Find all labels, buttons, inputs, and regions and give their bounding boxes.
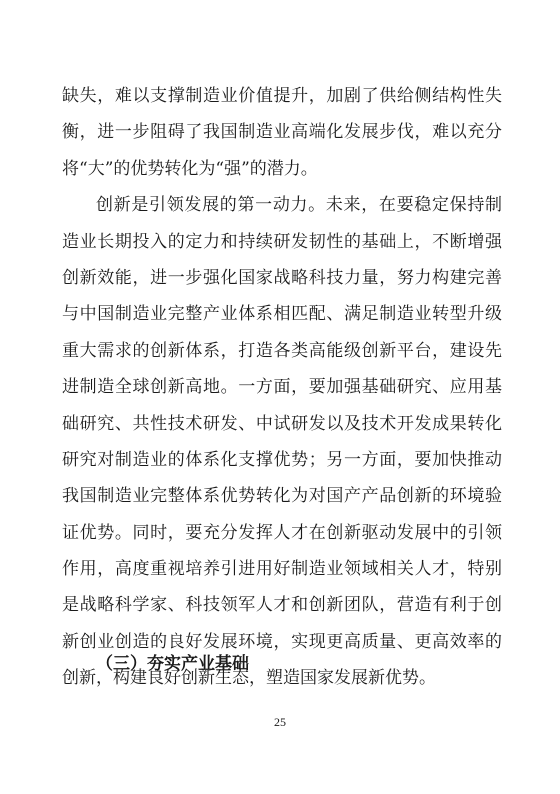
text-line: 造业长期投入的定力和持续研发韧性的基础上，不断增强 (62, 231, 502, 252)
section-heading: （三）夯实产业基础 (96, 654, 249, 674)
paragraph-continued (62, 78, 502, 187)
text-line: 创新是引领发展的第一动力。未来，在要稳定保持制 (96, 195, 502, 216)
text-line: 我国制造业完整体系优势转化为对国产产品创新的环境验 (62, 486, 502, 507)
text-line: 作用，高度重视培养引进用好制造业领域相关人才，特别 (62, 559, 502, 580)
page-number: 25 (274, 715, 286, 729)
text-line: 研究对制造业的体系化支撑优势；另一方面，要加快推动 (62, 449, 502, 470)
text-line: 础研究、共性技术研发、中试研发以及技术开发成果转化 (62, 413, 502, 434)
text-line: 证优势。同时，要充分发挥人才在创新驱动发展中的引领 (62, 522, 502, 543)
body-text (62, 78, 502, 697)
paragraph-innovation (62, 187, 502, 696)
text-line: 将“大”的优势转化为“强”的潜力。 (62, 158, 318, 179)
text-line: 是战略科学家、科技领军人才和创新团队，营造有利于创 (62, 595, 502, 616)
text-line: 创新效能，进一步强化国家战略科技力量，努力构建完善 (62, 267, 502, 288)
text-line: 衡，进一步阻碍了我国制造业高端化发展步伐，难以充分 (62, 122, 502, 143)
text-line: 缺失，难以支撑制造业价值提升，加剧了供给侧结构性失 (62, 86, 502, 106)
text-line: 与中国制造业完整产业体系相匹配、满足制造业转型升级 (62, 304, 502, 325)
text-line: 创新，构建良好创新生态，塑造国家发展新优势。 (62, 668, 436, 689)
text-line: 进制造全球创新高地。一方面，要加强基础研究、应用基 (62, 377, 502, 398)
text-line: 重大需求的创新体系，打造各类高能级创新平台，建设先 (62, 340, 502, 361)
text-line: 新创业创造的良好发展环境，实现更高质量、更高效率的 (62, 631, 502, 652)
